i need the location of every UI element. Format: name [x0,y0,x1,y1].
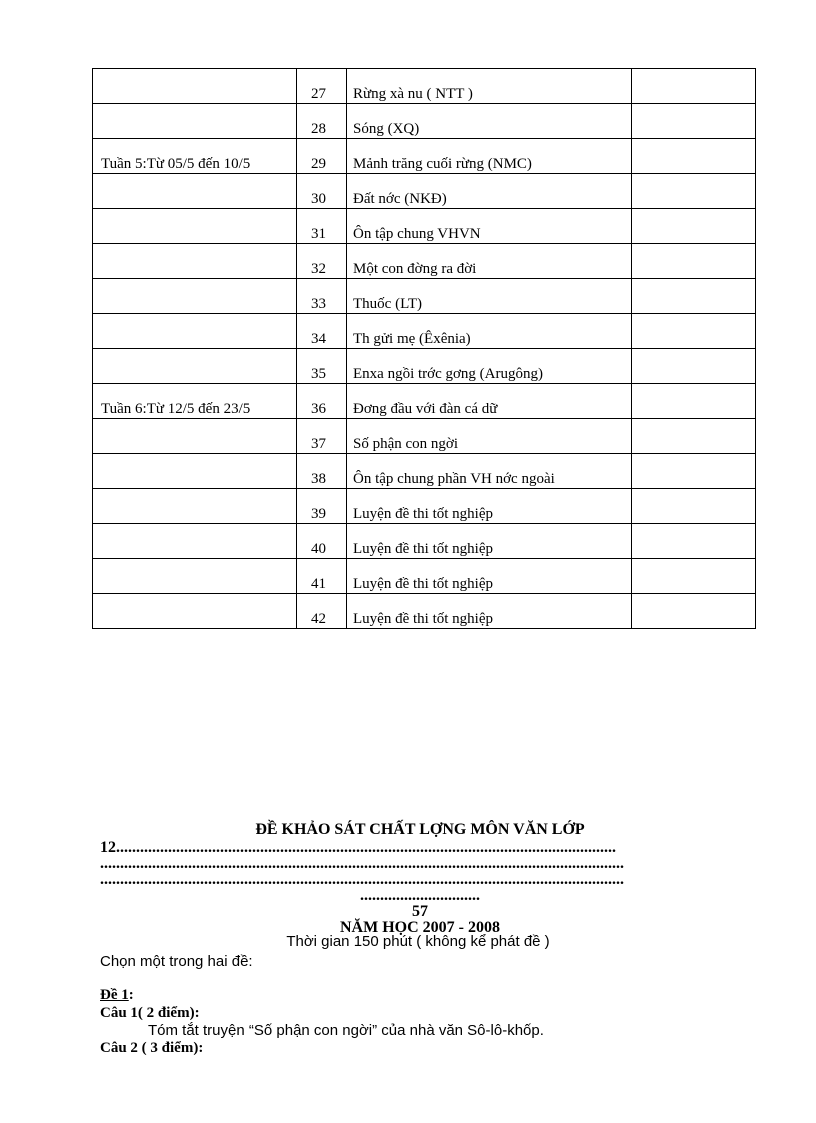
note-cell [632,209,756,244]
note-cell [632,139,756,174]
exam-time: Thời gian 150 phút ( không kể phát đề ) [286,933,550,950]
cau1-text: Tóm tắt truyện “Số phận con ngời” của nhà văn Sô-lô-khốp. [148,1022,544,1039]
cau2-colon: : [198,1040,204,1056]
lesson-title-cell: Luyện đề thi tốt nghiệp [347,594,632,629]
schedule-row [93,384,756,419]
lesson-title-cell: Th gửi mẹ (Êxênia) [347,314,632,349]
exam-title-line-3: ................................................................................................................................... [100,872,624,888]
lesson-title-cell: Enxa ngồi trớc gơng (Arugông) [347,349,632,384]
lesson-number-cell: 28 [297,104,347,139]
week-cell [93,349,297,384]
lesson-title-cell: Rừng xà nu ( NTT ) [347,69,632,104]
exam-title: ĐỀ KHẢO SÁT CHẤT LỢNG MÔN VĂN LỚP [255,821,585,838]
schedule-row [93,174,756,209]
schedule-row [93,69,756,104]
choose-instruction: Chọn một trong hai đề: [100,953,253,970]
note-cell [632,244,756,279]
lesson-title-cell: Ôn tập chung VHVN [347,209,632,244]
lesson-number-cell: 36 [297,384,347,419]
lesson-number-cell: 32 [297,244,347,279]
schedule-row [93,279,756,314]
schedule-row [93,104,756,139]
lesson-number-cell: 35 [297,349,347,384]
week-cell: Tuần 6:Từ 12/5 đến 23/5 [93,384,297,419]
lesson-number-cell: 29 [297,139,347,174]
de1-colon: : [128,987,134,1003]
lesson-number-cell: 27 [297,69,347,104]
schedule-row [93,209,756,244]
note-cell [632,384,756,419]
schedule-row [93,594,756,629]
lesson-number-cell: 31 [297,209,347,244]
exam-title-line-2: ................................................................................................................................... [100,856,624,872]
exam-number: 57 [412,903,428,920]
schedule-row [93,419,756,454]
lesson-number-cell: 39 [297,489,347,524]
note-cell [632,69,756,104]
week-cell [93,209,297,244]
exam-header [100,820,740,936]
week-cell [93,314,297,349]
schedule-row [93,524,756,559]
lesson-title-cell: Ôn tập chung phần VH nớc ngoài [347,454,632,489]
lesson-number-cell: 42 [297,594,347,629]
week-cell [93,419,297,454]
lesson-number-cell: 40 [297,524,347,559]
lesson-number-cell: 33 [297,279,347,314]
cau1-colon: : [194,1005,200,1021]
schedule-row [93,244,756,279]
note-cell [632,559,756,594]
week-cell [93,524,297,559]
schedule-row [93,454,756,489]
lesson-number-cell: 37 [297,419,347,454]
schedule-row [93,489,756,524]
schedule-table [92,68,756,629]
week-cell [93,244,297,279]
note-cell [632,279,756,314]
week-cell: Tuần 5:Từ 05/5 đến 10/5 [93,139,297,174]
note-cell [632,419,756,454]
lesson-title-cell: Sóng (XQ) [347,104,632,139]
week-cell [93,489,297,524]
exam-body [100,953,760,1057]
cau2-heading: Câu 2 ( 3 điểm) [100,1040,199,1056]
school-year: NĂM HỌC 2007 - 2008 [340,919,500,936]
week-cell [93,174,297,209]
lesson-title-cell: Luyện đề thi tốt nghiệp [347,489,632,524]
schedule-row [93,314,756,349]
schedule-row [93,559,756,594]
schedule-body [93,69,756,629]
note-cell [632,524,756,559]
cau1-heading: Câu 1( 2 điểm) [100,1005,195,1021]
note-cell [632,104,756,139]
week-cell [93,104,297,139]
week-cell [93,594,297,629]
lesson-title-cell: Đơng đầu với đàn cá dữ [347,384,632,419]
note-cell [632,594,756,629]
week-cell [93,454,297,489]
lesson-title-cell: Thuốc (LT) [347,279,632,314]
de1-heading: Đề 1 [100,987,129,1003]
week-cell [93,279,297,314]
note-cell [632,489,756,524]
lesson-title-cell: Mảnh trăng cuối rừng (NMC) [347,139,632,174]
lesson-title-cell: Một con đờng ra đời [347,244,632,279]
note-cell [632,454,756,489]
lesson-number-cell: 30 [297,174,347,209]
lesson-number-cell: 34 [297,314,347,349]
exam-title-line-4: .............................. [360,887,480,904]
lesson-title-cell: Luyện đề thi tốt nghiệp [347,524,632,559]
week-cell [93,69,297,104]
lesson-title-cell: Đất nớc (NKĐ) [347,174,632,209]
note-cell [632,349,756,384]
lesson-title-cell: Số phận con ngời [347,419,632,454]
schedule-row [93,139,756,174]
note-cell [632,314,756,349]
lesson-number-cell: 41 [297,559,347,594]
schedule-row [93,349,756,384]
week-cell [93,559,297,594]
lesson-title-cell: Luyện đề thi tốt nghiệp [347,559,632,594]
exam-title-line-1: 12............................................................................................................................. [100,840,616,856]
note-cell [632,174,756,209]
lesson-number-cell: 38 [297,454,347,489]
